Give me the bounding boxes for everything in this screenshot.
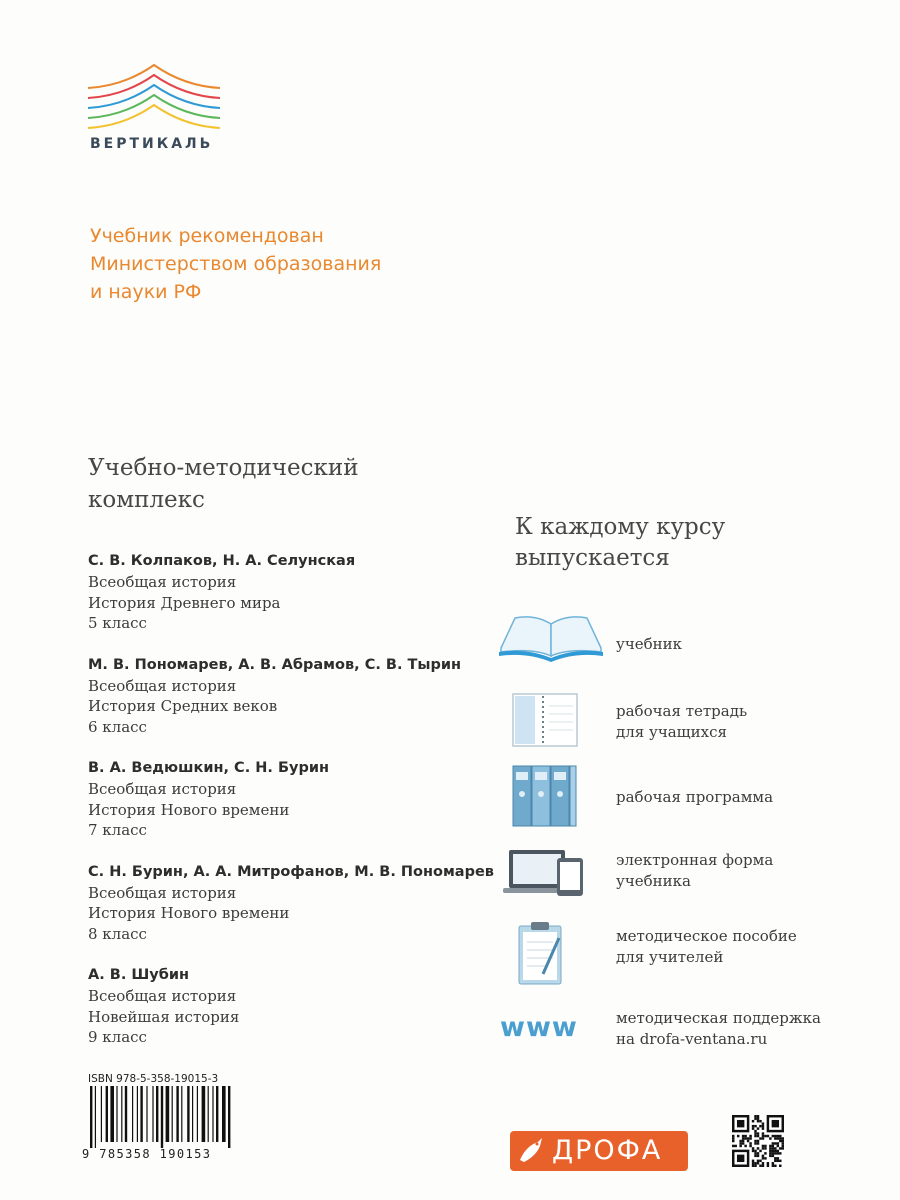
course-entry xyxy=(88,550,508,634)
course-grade: 5 класс xyxy=(88,614,147,632)
item-label xyxy=(616,850,773,892)
www-icon: www xyxy=(500,1012,578,1043)
course-entry xyxy=(88,757,508,841)
item-label xyxy=(616,787,773,808)
course-authors: В. А. Ведюшкин, С. Н. Бурин xyxy=(88,760,330,776)
umk-heading xyxy=(88,452,359,516)
course-title: История Нового времени xyxy=(88,904,290,922)
item-label xyxy=(616,1008,821,1050)
notebook-icon xyxy=(497,692,607,750)
course-title: История Нового времени xyxy=(88,800,290,819)
item-label-line: учебник xyxy=(616,635,683,653)
devices-icon xyxy=(497,846,607,898)
item-label-line: на drofa-ventana.ru xyxy=(616,1030,768,1048)
barcode-number: 9 785358 190153 xyxy=(82,1147,212,1161)
item-label-line: рабочая тетрадь xyxy=(616,702,748,720)
course-list xyxy=(88,550,508,1068)
course-entry xyxy=(88,964,508,1048)
course-materials-heading-line: выпускается xyxy=(515,545,670,571)
binders-icon xyxy=(497,764,607,830)
item-label xyxy=(616,701,747,743)
recommendation-line: и науки РФ xyxy=(90,281,202,303)
course-title: История Древнего мира xyxy=(88,593,281,612)
course-subject: Всеобщая история xyxy=(88,987,237,1005)
item-label xyxy=(616,926,797,968)
course-authors: А. В. Шубин xyxy=(88,967,190,983)
course-subject: Всеобщая история xyxy=(88,780,237,798)
umk-heading-line: комплекс xyxy=(88,487,205,513)
item-label-line: методическая поддержка xyxy=(616,1009,821,1027)
drofa-bird-icon xyxy=(516,1136,546,1166)
course-subject: Всеобщая история xyxy=(88,676,237,695)
course-authors: С. Н. Бурин, А. А. Митрофанов, М. В. Пономарев xyxy=(88,863,494,880)
recommendation-line: Министерством образования xyxy=(90,253,382,275)
item-label-line: учебника xyxy=(616,872,691,890)
umk-heading-line: Учебно-методический xyxy=(88,455,359,481)
course-grade: 6 класс xyxy=(88,717,147,736)
item-label-line: методическое пособие xyxy=(616,927,797,945)
isbn-text: ISBN 978-5-358-19015-3 xyxy=(88,1073,219,1085)
course-subject: Всеобщая история xyxy=(88,573,237,591)
course-authors: М. В. Пономарев, А. В. Абрамов, С. В. Тырин xyxy=(88,656,462,673)
course-materials-heading-line: К каждому курсу xyxy=(515,514,726,540)
logo-text: ВЕРТИКАЛЬ xyxy=(90,136,214,152)
qr-code-icon xyxy=(732,1115,784,1167)
recommendation-text xyxy=(90,222,381,306)
course-grade: 8 класс xyxy=(88,924,147,943)
book-icon xyxy=(497,612,607,662)
course-materials-heading xyxy=(515,512,725,574)
item-label xyxy=(616,634,682,655)
course-subject: Всеобщая история xyxy=(88,883,237,902)
course-title: Новейшая история xyxy=(88,1007,240,1026)
course-title: История Средних веков xyxy=(88,697,278,715)
item-label-line: для учителей xyxy=(616,948,724,966)
item-label-line: электронная форма xyxy=(616,851,774,869)
item-label-line: для учащихся xyxy=(616,723,727,741)
clipboard-icon xyxy=(497,920,607,986)
barcode-icon xyxy=(86,1086,286,1156)
course-authors: С. В. Колпаков, Н. А. Селунская xyxy=(88,553,356,569)
course-grade: 7 класс xyxy=(88,821,147,839)
publisher-name: ДРОФА xyxy=(552,1135,663,1166)
course-entry xyxy=(88,861,508,945)
item-label-line: рабочая программа xyxy=(616,788,774,806)
course-entry xyxy=(88,654,508,738)
recommendation-line: Учебник рекомендован xyxy=(90,225,324,247)
course-grade: 9 класс xyxy=(88,1028,147,1046)
